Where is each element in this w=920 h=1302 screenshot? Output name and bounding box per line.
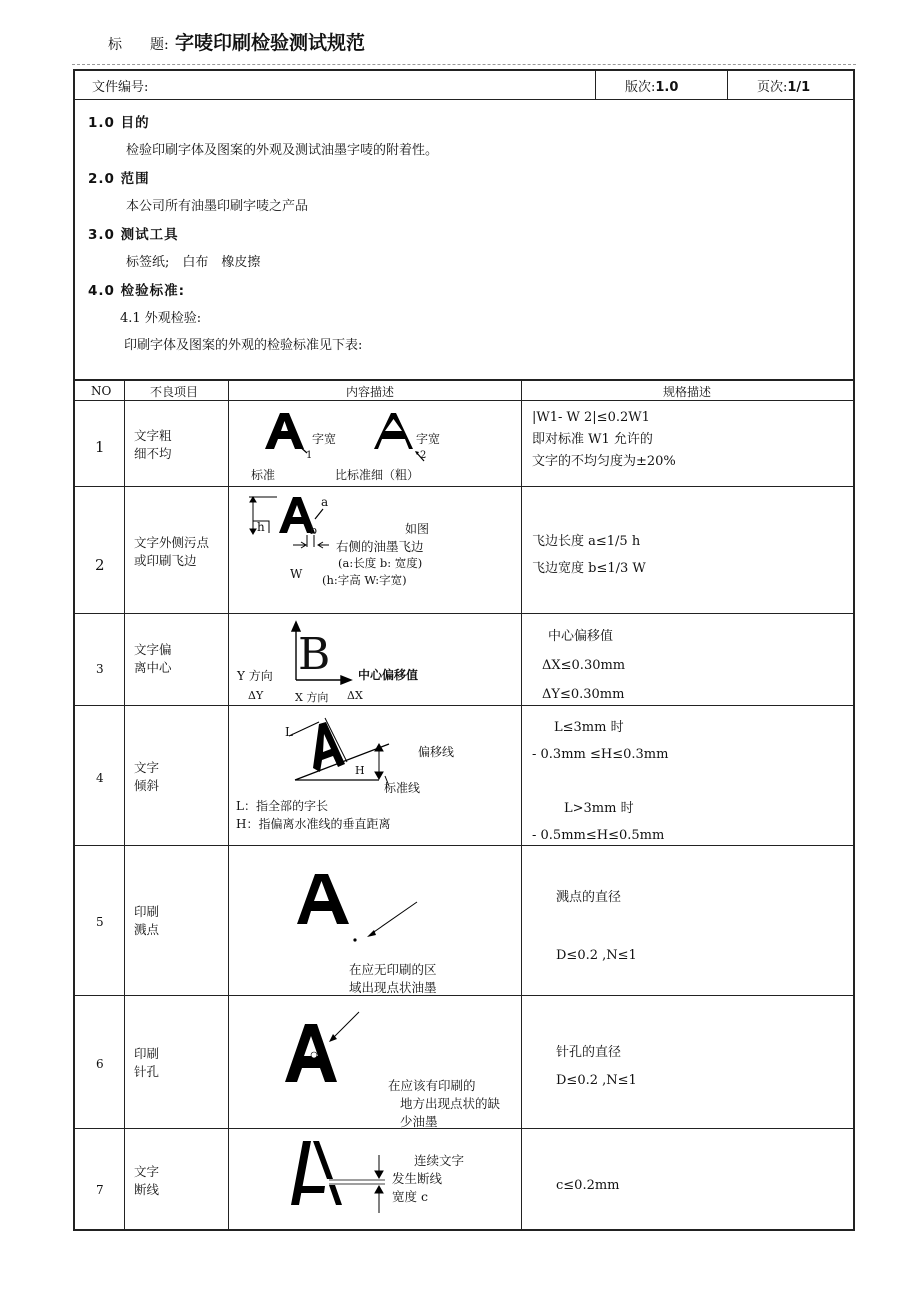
row-5-no: 5: [96, 915, 104, 929]
row-2-item: 文字外侧污点 或印刷飞边: [134, 535, 210, 568]
row-1-spec: |W1- W 2|≤0.2W1 即对标准 W1 允许的 文字的不均匀度为±20%: [532, 410, 676, 469]
row-1-item: 文字粗 细不均: [134, 428, 172, 461]
col-header-defect: 不良项目: [150, 385, 199, 399]
row-7-diagram: [229, 1129, 521, 1229]
col-header-no: NO: [91, 384, 112, 398]
row-7-item: 文字 断线: [134, 1164, 160, 1197]
title-divider: [72, 64, 856, 65]
letter-b: B: [298, 629, 331, 680]
row-6-item: 印刷 针孔: [134, 1046, 160, 1079]
row-3-no: 3: [96, 662, 104, 676]
row-4-spec: L≤3mm 时 - 0.3mm ≤H≤0.3mm L>3mm 时 - 0.5mm≤H≤0.5mm: [532, 720, 669, 843]
row-2-spec: 飞边长度 a≤1/5 h 飞边宽度 b≤1/3 W: [532, 534, 646, 576]
letter-a-thin: [374, 413, 413, 449]
row-7-no: 7: [96, 1183, 104, 1197]
doc-no-label: 文件编号:: [92, 80, 149, 95]
letter-a-pinhole: [285, 1024, 337, 1082]
version-value: 1.0: [655, 80, 679, 95]
table-top-rule: [73, 379, 855, 381]
title-label: 标 题:: [108, 37, 169, 53]
ink-splash-dot: [353, 938, 356, 941]
row-5-spec: 溅点的直径 D≤0.2 ,N≤1: [556, 890, 637, 963]
row-4-no: 4: [96, 771, 104, 785]
broken-stroke: [298, 1186, 325, 1193]
header-rule: [73, 99, 855, 100]
row-4-item: 文字 倾斜: [134, 760, 160, 793]
letter-a-splash: [297, 874, 349, 924]
row-2-no: 2: [95, 556, 105, 574]
row-6-no: 6: [96, 1057, 104, 1071]
row-7-note: 连续文字 发生断线 宽度 c: [392, 1153, 465, 1204]
row-5-item: 印刷 溅点: [134, 904, 160, 937]
section-1-heading: 1.0 目的: [88, 115, 150, 131]
row-3-diagram: [229, 614, 521, 705]
letter-a-standard: [265, 413, 304, 449]
letter-a-tilted: [313, 722, 345, 772]
section-2-heading: 2.0 范围: [88, 171, 150, 187]
version-label: 版次:: [625, 80, 656, 95]
page-title: 字唛印刷检验测试规范: [175, 32, 366, 54]
row-7-spec: c≤0.2mm: [556, 1178, 620, 1193]
page-label: 页次:: [757, 80, 788, 95]
section-3-heading: 3.0 测试工具: [88, 227, 179, 243]
col-header-spec: 规格描述: [663, 385, 712, 399]
section-4-body: 印刷字体及图案的外观的检验标准见下表:: [124, 338, 363, 353]
row-1-no: 1: [95, 438, 105, 456]
frame-left: [73, 69, 75, 1231]
frame-right: [853, 69, 855, 1231]
row-3-spec: 中心偏移值 ΔX≤0.30mm ΔY≤0.30mm: [542, 629, 626, 702]
row-3-item: 文字偏 离中心: [134, 642, 172, 675]
section-1-body: 检验印刷字体及图案的外观及测试油墨字唛的附着性。: [126, 143, 439, 158]
section-4-sub: 4.1 外观检验:: [120, 311, 202, 326]
page-value: 1/1: [787, 80, 811, 95]
row-5-note: 在应无印刷的区 域出现点状油墨: [349, 962, 437, 995]
section-4-heading: 4.0 检验标准:: [88, 283, 186, 299]
pinhole-dot: [311, 1052, 317, 1058]
frame-top: [73, 69, 855, 71]
section-2-body: 本公司所有油墨印刷字唛之产品: [126, 199, 309, 214]
col-header-description: 内容描述: [346, 385, 395, 399]
row-6-note: 在应该有印刷的 地方出现点状的缺 少油墨: [388, 1078, 501, 1129]
row-6-spec: 针孔的直径 D≤0.2 ,N≤1: [556, 1045, 637, 1088]
frame-bottom: [73, 1229, 855, 1231]
section-3-body: 标签纸; 白布 橡皮擦: [126, 255, 261, 270]
